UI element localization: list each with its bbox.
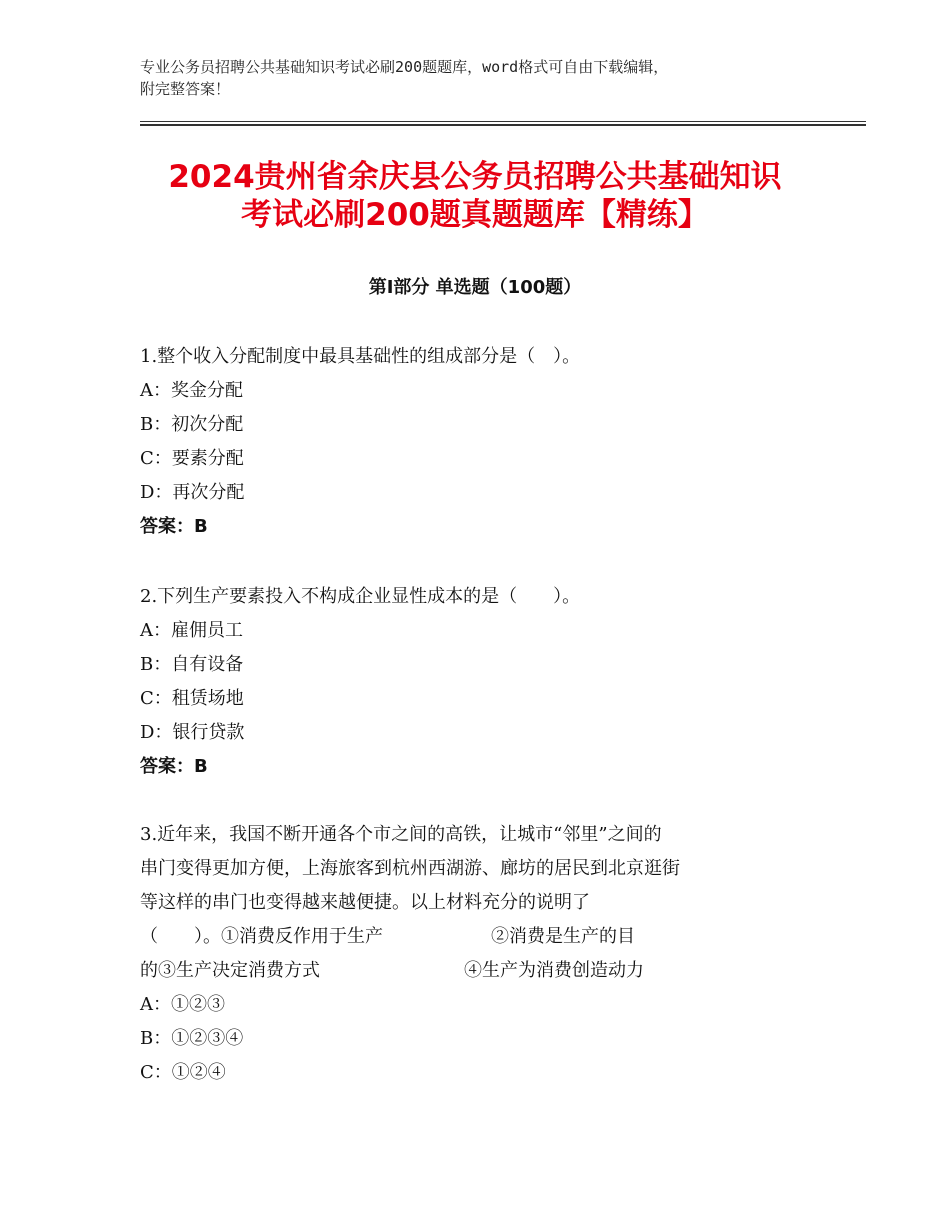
question-1-stem: 1.整个收入分配制度中最具基础性的组成部分是（ ）。 <box>140 346 581 367</box>
question-3-stem-line4: （ ）。①消费反作用于生产 ②消费是生产的目 <box>140 926 635 947</box>
question-3-option-a: A：①②③ <box>140 994 225 1015</box>
question-2 <box>140 580 800 784</box>
question-3-option-c: C：①②④ <box>140 1062 226 1083</box>
question-2-option-c: C：租赁场地 <box>140 688 244 709</box>
question-1-option-b: B：初次分配 <box>140 414 244 435</box>
question-3 <box>140 818 800 1090</box>
header-note <box>140 56 820 100</box>
question-3-stem-line1: 3.近年来，我国不断开通各个市之间的高铁，让城市“邻里”之间的 <box>140 824 662 845</box>
question-2-option-a: A：雇佣员工 <box>140 620 243 641</box>
question-2-answer: 答案：B <box>140 756 208 777</box>
question-1 <box>140 340 800 544</box>
question-1-option-a: A：奖金分配 <box>140 380 243 401</box>
document-title <box>100 158 850 234</box>
header-divider-thick <box>140 124 866 126</box>
header-note-line1: 专业公务员招聘公共基础知识考试必刷200题题库，word格式可自由下载编辑， <box>140 58 669 76</box>
document-title-line1: 2024贵州省余庆县公务员招聘公共基础知识 <box>168 159 782 195</box>
header-note-line2: 附完整答案！ <box>140 80 231 98</box>
question-1-answer: 答案：B <box>140 516 208 537</box>
question-2-option-d: D：银行贷款 <box>140 722 245 743</box>
question-1-option-d: D：再次分配 <box>140 482 245 503</box>
question-2-stem: 2.下列生产要素投入不构成企业显性成本的是（ ）。 <box>140 586 581 607</box>
question-3-stem-line3: 等这样的串门也变得越来越便捷。以上材料充分的说明了 <box>140 892 590 913</box>
header-divider <box>140 121 866 122</box>
question-3-stem-line2: 串门变得更加方便，上海旅客到杭州西湖游、廊坊的居民到北京逛街 <box>140 858 680 879</box>
question-3-option-b: B：①②③④ <box>140 1028 244 1049</box>
section-title: 第Ⅰ部分 单选题（100题） <box>368 277 582 298</box>
question-2-option-b: B：自有设备 <box>140 654 244 675</box>
question-3-stem-line5: 的③生产决定消费方式 ④生产为消费创造动力 <box>140 960 644 981</box>
question-1-option-c: C：要素分配 <box>140 448 244 469</box>
document-title-line2: 考试必刷200题真题题库【精练】 <box>241 197 709 233</box>
